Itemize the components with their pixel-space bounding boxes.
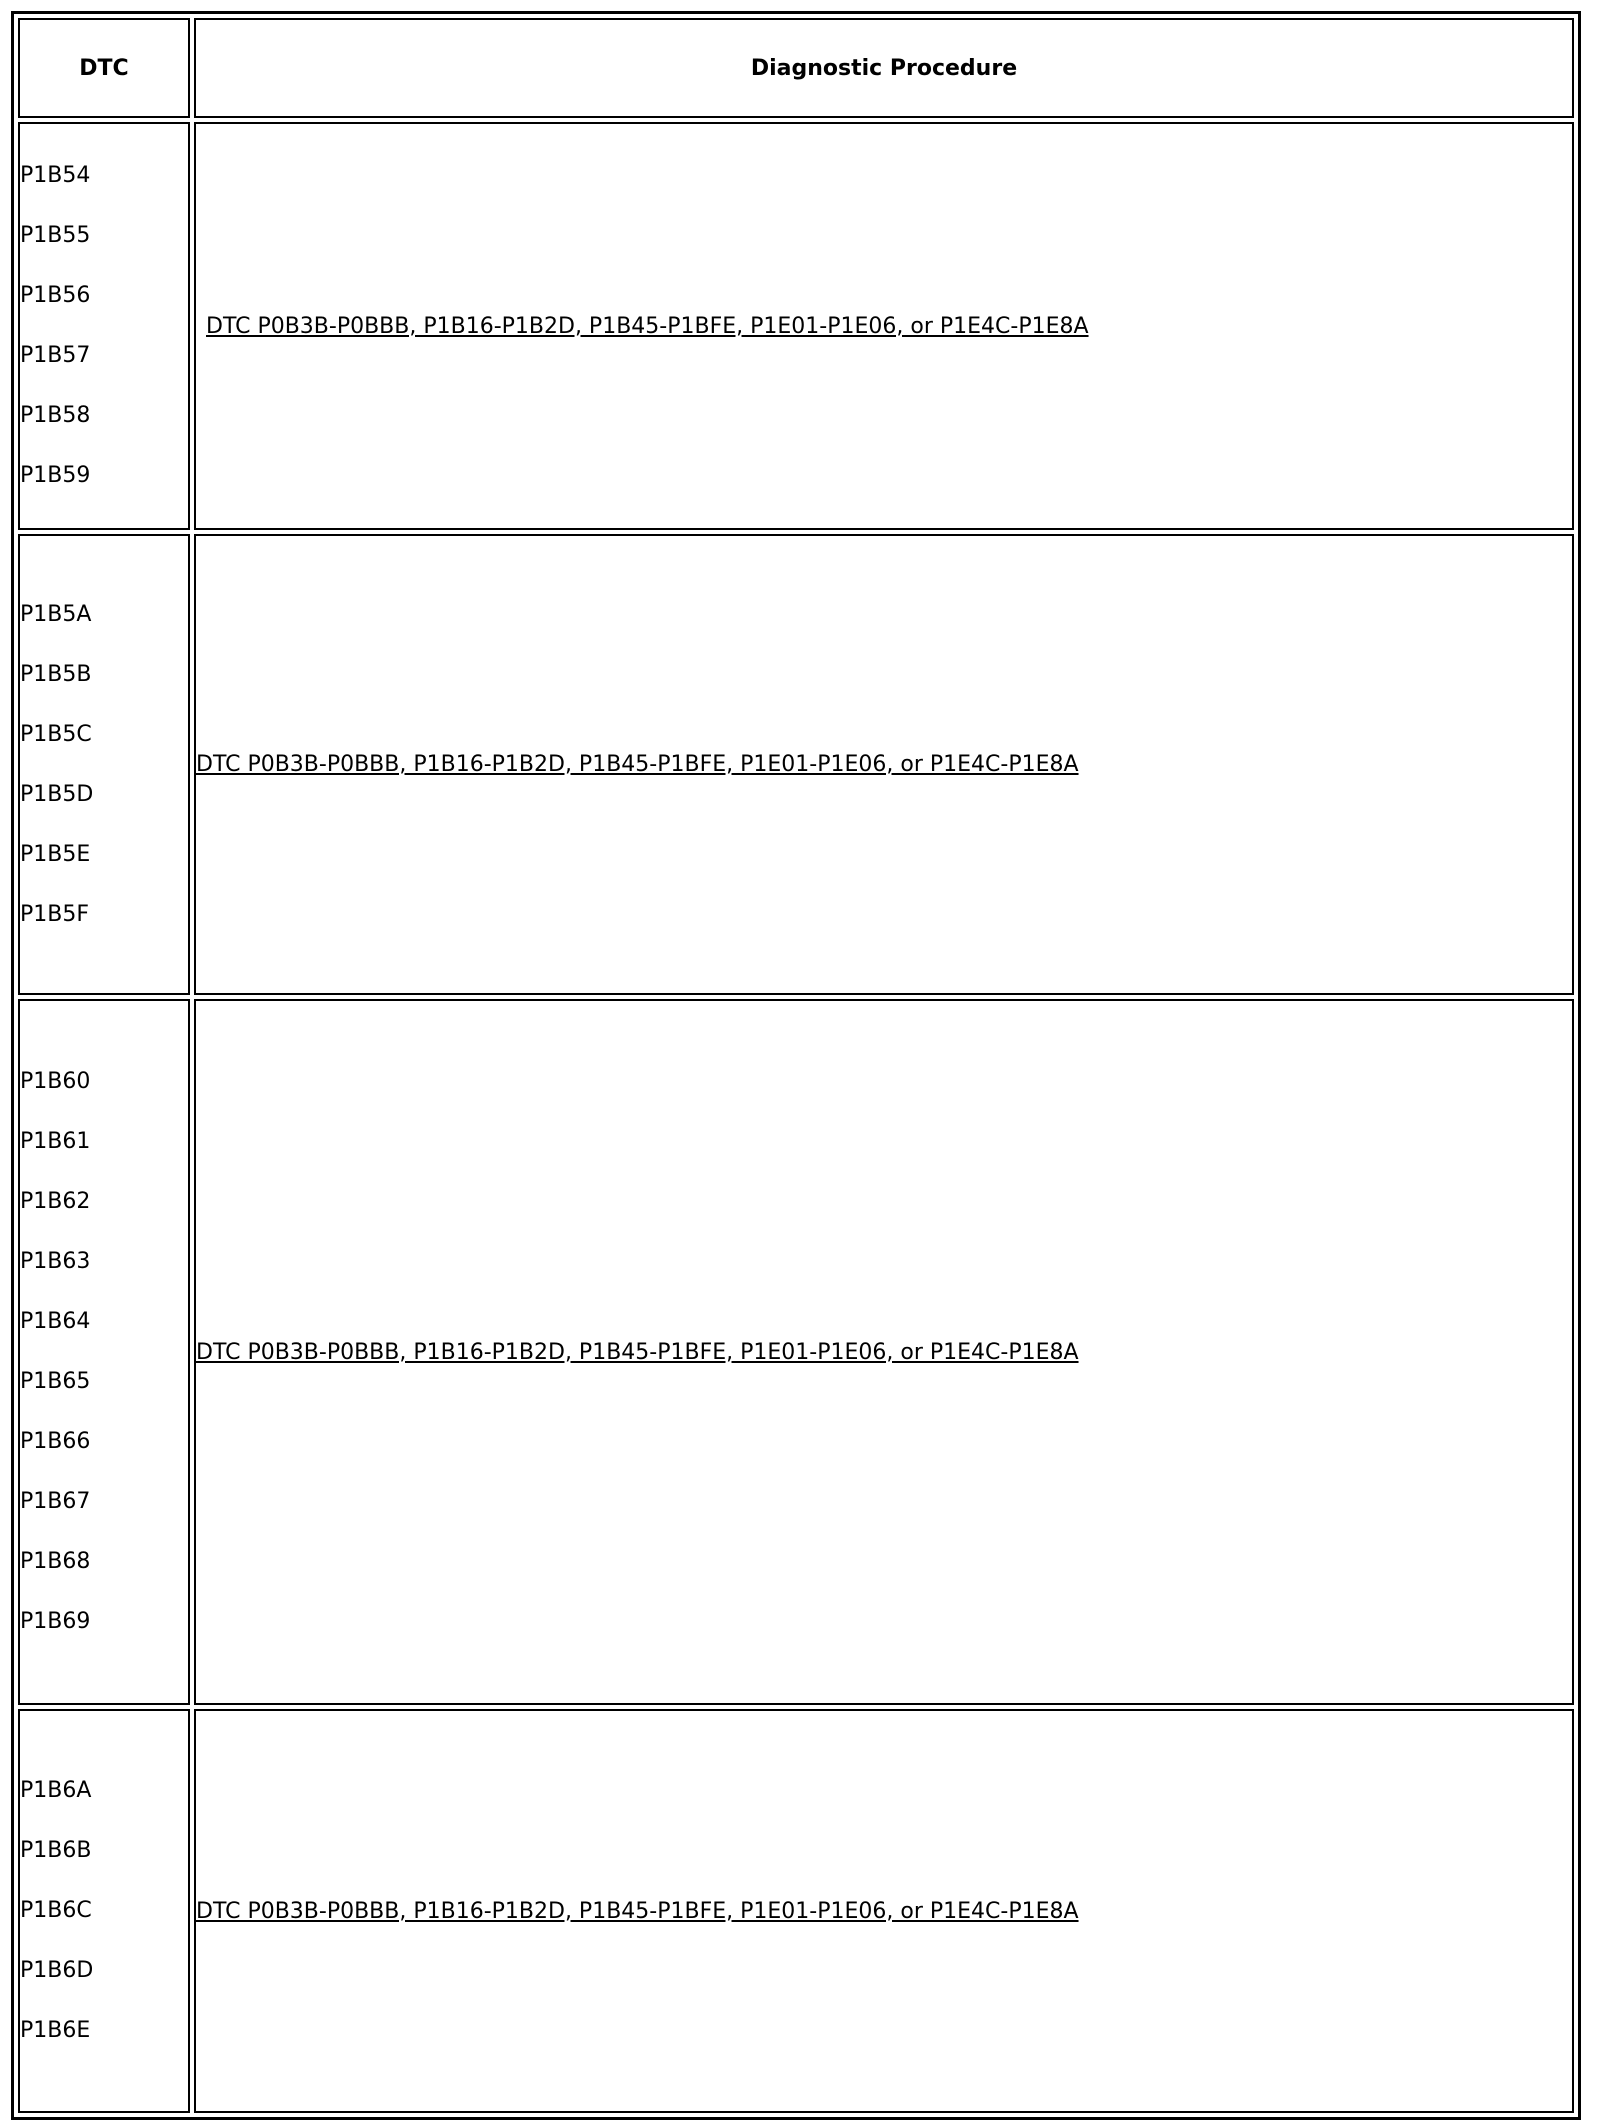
procedure-link[interactable]: DTC P0B3B-P0BBB, P1B16-P1B2D, P1B45-P1BFE, P1E01-P1E06, or P1E4C-P1E8A: [206, 313, 1089, 339]
dtc-code: P1B6D: [20, 1958, 94, 1983]
dtc-code: P1B68: [20, 1549, 91, 1574]
table-row: [18, 1709, 1574, 2113]
procedure-cell: [194, 999, 1574, 1705]
dtc-code: P1B5D: [20, 781, 94, 807]
table-row: [18, 999, 1574, 1705]
dtc-code: P1B6C: [20, 1898, 92, 1923]
dtc-cell: [18, 999, 190, 1705]
procedure-column-header: Diagnostic Procedure: [194, 18, 1574, 118]
dtc-code: P1B67: [20, 1489, 91, 1514]
dtc-code: P1B54: [20, 163, 91, 188]
dtc-code: P1B69: [20, 1609, 91, 1634]
dtc-code: P1B57: [20, 343, 91, 368]
dtc-code: P1B5B: [20, 661, 92, 687]
dtc-code: P1B5F: [20, 901, 90, 927]
dtc-column-header: DTC: [18, 18, 190, 118]
dtc-code: P1B64: [20, 1309, 91, 1334]
dtc-code: P1B58: [20, 403, 91, 428]
dtc-code: P1B62: [20, 1189, 91, 1214]
dtc-cell: [18, 534, 190, 995]
dtc-code: P1B55: [20, 223, 91, 248]
dtc-code: P1B65: [20, 1369, 91, 1394]
dtc-code: P1B61: [20, 1129, 91, 1154]
procedure-link[interactable]: DTC P0B3B-P0BBB, P1B16-P1B2D, P1B45-P1BFE, P1E01-P1E06, or P1E4C-P1E8A: [196, 752, 1079, 777]
procedure-cell: [194, 534, 1574, 995]
dtc-code: P1B59: [20, 463, 91, 488]
table-row: [18, 122, 1574, 530]
dtc-cell: [18, 122, 190, 530]
dtc-code: P1B6E: [20, 2018, 91, 2043]
dtc-code: P1B5C: [20, 721, 92, 747]
dtc-code: P1B6A: [20, 1778, 92, 1803]
table-row: [18, 534, 1574, 995]
dtc-table: [11, 11, 1581, 2120]
dtc-cell: [18, 1709, 190, 2113]
procedure-cell: [194, 1709, 1574, 2113]
dtc-code: P1B60: [20, 1069, 91, 1094]
dtc-code: P1B6B: [20, 1838, 92, 1863]
procedure-cell: [194, 122, 1574, 530]
dtc-code: P1B63: [20, 1249, 91, 1274]
table-header-row: [18, 18, 1574, 118]
dtc-code: P1B5E: [20, 841, 91, 867]
dtc-code: P1B5A: [20, 601, 92, 627]
dtc-code: P1B66: [20, 1429, 91, 1454]
procedure-link[interactable]: DTC P0B3B-P0BBB, P1B16-P1B2D, P1B45-P1BFE, P1E01-P1E06, or P1E4C-P1E8A: [196, 1339, 1079, 1365]
dtc-code: P1B56: [20, 283, 91, 308]
procedure-link[interactable]: DTC P0B3B-P0BBB, P1B16-P1B2D, P1B45-P1BFE, P1E01-P1E06, or P1E4C-P1E8A: [196, 1898, 1079, 1924]
